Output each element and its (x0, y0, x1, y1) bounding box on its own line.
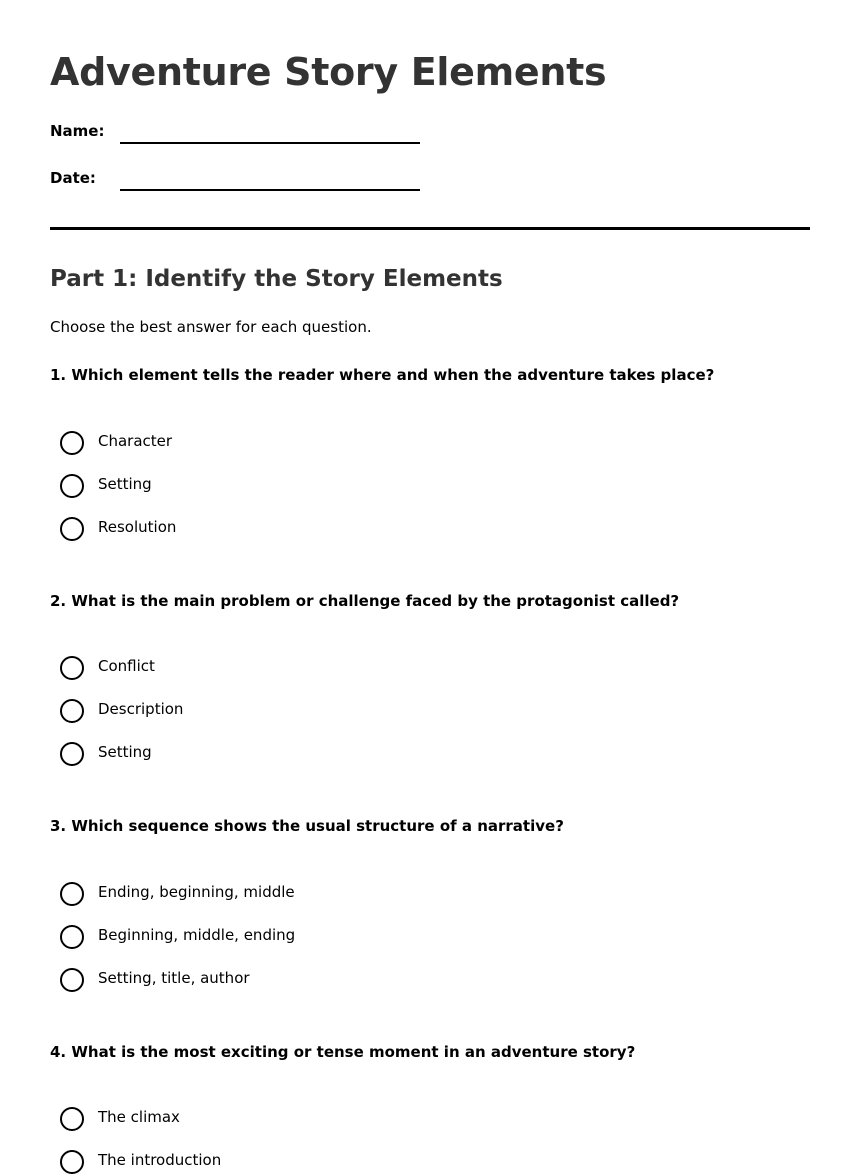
section-heading: Part 1: Identify the Story Elements (50, 266, 503, 292)
option-label: Beginning, middle, ending (98, 926, 296, 944)
radio-button[interactable] (60, 925, 84, 949)
radio-button[interactable] (60, 1150, 84, 1174)
option-description[interactable] (60, 699, 460, 725)
page-title: Adventure Story Elements (50, 50, 607, 94)
radio-button[interactable] (60, 517, 84, 541)
option-label: Setting (98, 743, 152, 761)
question-text: 3. Which sequence shows the usual structure of a narrative? (50, 817, 564, 835)
name-field (50, 122, 470, 146)
option-conflict[interactable] (60, 656, 460, 682)
option-label: The climax (98, 1108, 180, 1126)
option-label: Setting (98, 475, 152, 493)
radio-button[interactable] (60, 699, 84, 723)
date-input-line[interactable] (120, 189, 420, 191)
radio-button[interactable] (60, 474, 84, 498)
name-input-line[interactable] (120, 142, 420, 144)
option-label: Resolution (98, 518, 177, 536)
option-label: Conflict (98, 657, 155, 675)
question-text: 1. Which element tells the reader where and when the adventure takes place? (50, 366, 715, 384)
radio-button[interactable] (60, 1107, 84, 1131)
option-setting[interactable] (60, 474, 460, 500)
header-divider (50, 227, 810, 230)
option-ending-beginning-middle[interactable] (60, 882, 460, 908)
option-label: Character (98, 432, 173, 450)
radio-button[interactable] (60, 742, 84, 766)
question-text: 4. What is the most exciting or tense moment in an adventure story? (50, 1043, 636, 1061)
date-label: Date: (50, 169, 96, 187)
option-setting[interactable] (60, 742, 460, 768)
option-label: Description (98, 700, 184, 718)
question-text: 2. What is the main problem or challenge faced by the protagonist called? (50, 592, 680, 610)
option-setting-title-author[interactable] (60, 968, 460, 994)
option-beginning-middle-ending[interactable] (60, 925, 460, 951)
option-the-introduction[interactable] (60, 1150, 460, 1176)
instructions-text: Choose the best answer for each question. (50, 318, 372, 336)
radio-button[interactable] (60, 882, 84, 906)
date-field (50, 169, 470, 193)
option-label: Setting, title, author (98, 969, 250, 987)
option-the-climax[interactable] (60, 1107, 460, 1133)
name-label: Name: (50, 122, 105, 140)
option-label: The introduction (98, 1151, 222, 1169)
option-resolution[interactable] (60, 517, 460, 543)
radio-button[interactable] (60, 431, 84, 455)
radio-button[interactable] (60, 656, 84, 680)
option-label: Ending, beginning, middle (98, 883, 295, 901)
radio-button[interactable] (60, 968, 84, 992)
option-character[interactable] (60, 431, 460, 457)
